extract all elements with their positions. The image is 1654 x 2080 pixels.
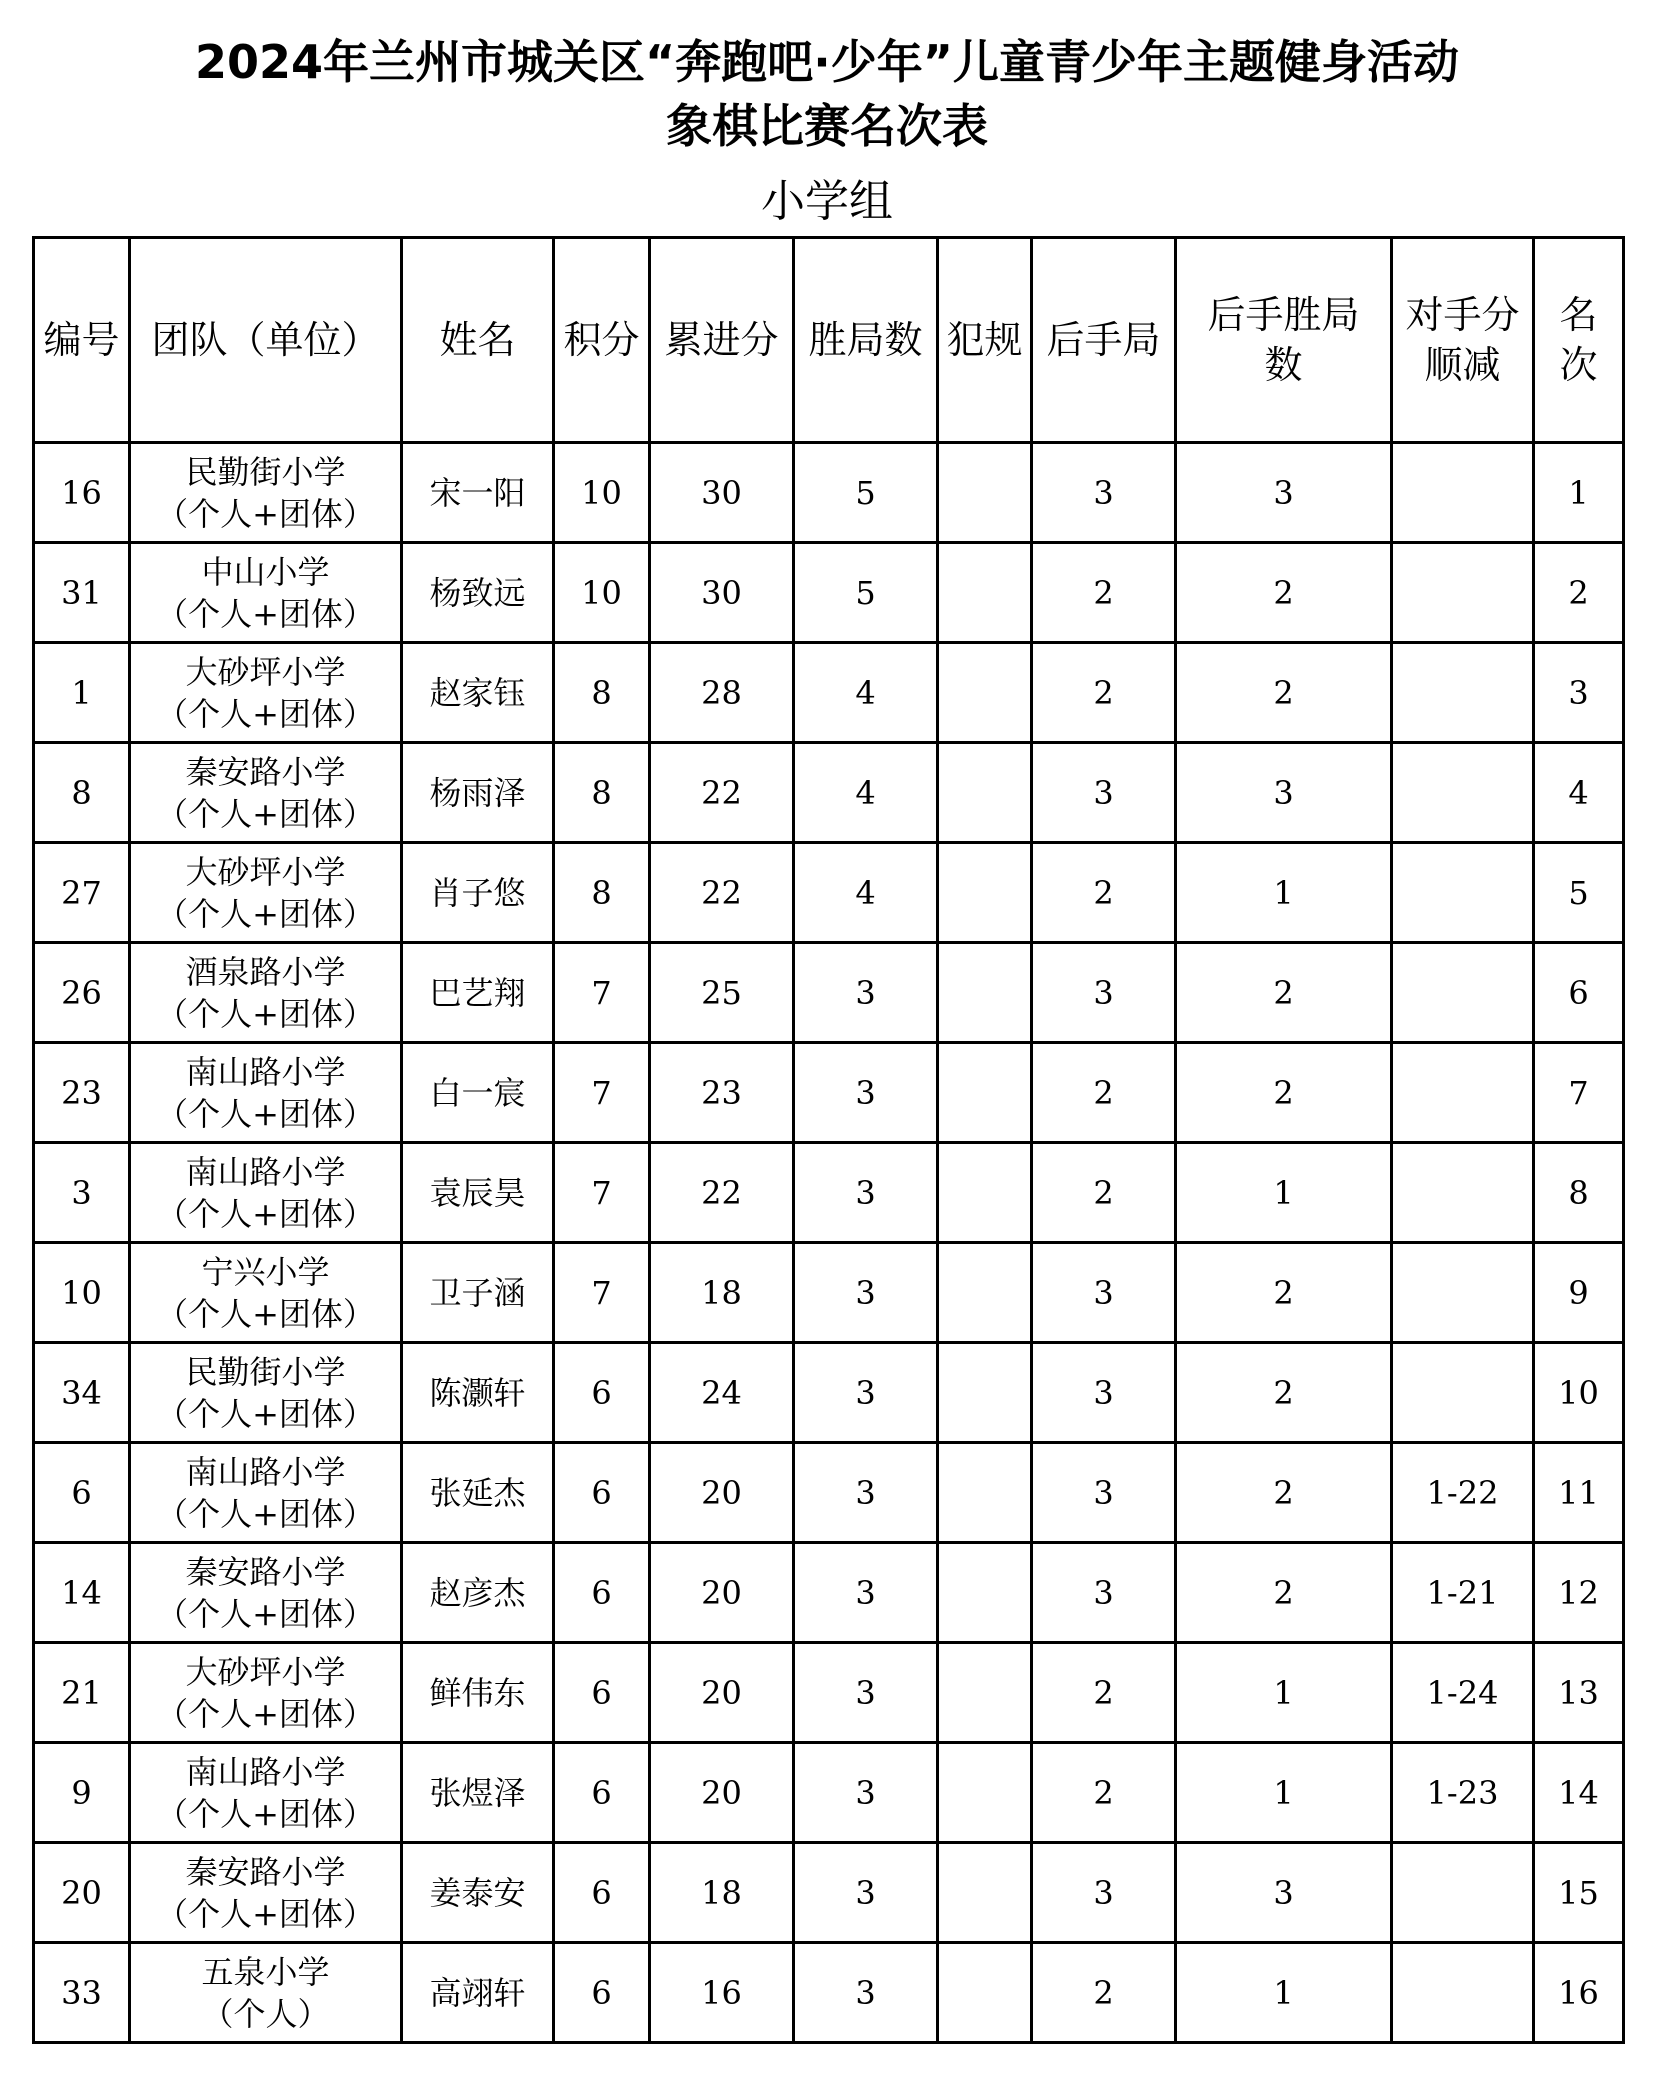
- team-name: 秦安路小学: [185, 752, 346, 791]
- cell-second-hand-wins: 2: [1176, 1043, 1392, 1143]
- cell-id: 8: [34, 743, 130, 843]
- cell-wins: 3: [794, 1143, 938, 1243]
- cell-second-hand-games: 3: [1032, 943, 1176, 1043]
- cell-opponent-score: [1392, 1343, 1534, 1443]
- cell-opponent-score: [1392, 1943, 1534, 2043]
- cell-rank: 8: [1534, 1143, 1624, 1243]
- team-participation-type: （个人+团体）: [156, 1394, 375, 1433]
- team-name: 五泉小学: [201, 1952, 330, 1991]
- cell-team: [130, 843, 402, 943]
- header-cumulative: 累进分: [650, 238, 794, 443]
- cell-wins: 3: [794, 1743, 938, 1843]
- header-points: 积分: [554, 238, 650, 443]
- cell-wins: 5: [794, 443, 938, 543]
- team-name: 南山路小学: [185, 1052, 346, 1091]
- cell-id: 16: [34, 443, 130, 543]
- cell-second-hand-games: 2: [1032, 843, 1176, 943]
- cell-second-hand-games: 3: [1032, 1443, 1176, 1543]
- cell-points: 7: [554, 1243, 650, 1343]
- cell-cumulative: 22: [650, 843, 794, 943]
- cell-name: 张延杰: [402, 1443, 554, 1543]
- cell-wins: 3: [794, 1943, 938, 2043]
- cell-points: 6: [554, 1443, 650, 1543]
- cell-fouls: [938, 1943, 1032, 2043]
- cell-name: 高翊轩: [402, 1943, 554, 2043]
- cell-second-hand-wins: 1: [1176, 843, 1392, 943]
- cell-second-hand-wins: 1: [1176, 1143, 1392, 1243]
- cell-points: 7: [554, 943, 650, 1043]
- cell-second-hand-wins: 1: [1176, 1643, 1392, 1743]
- cell-wins: 3: [794, 1543, 938, 1643]
- cell-second-hand-games: 3: [1032, 743, 1176, 843]
- header-name: 姓名: [402, 238, 554, 443]
- cell-wins: 3: [794, 1243, 938, 1343]
- team-name: 秦安路小学: [185, 1852, 346, 1891]
- cell-name: 杨致远: [402, 543, 554, 643]
- cell-cumulative: 23: [650, 1043, 794, 1143]
- cell-fouls: [938, 543, 1032, 643]
- team-name: 民勤街小学: [185, 452, 346, 491]
- cell-second-hand-wins: 2: [1176, 1243, 1392, 1343]
- cell-id: 31: [34, 543, 130, 643]
- cell-cumulative: 30: [650, 443, 794, 543]
- table-row: [34, 1143, 1624, 1243]
- cell-id: 3: [34, 1143, 130, 1243]
- header-fouls: 犯规: [938, 238, 1032, 443]
- cell-points: 8: [554, 843, 650, 943]
- cell-rank: 5: [1534, 843, 1624, 943]
- cell-cumulative: 22: [650, 1143, 794, 1243]
- cell-team: [130, 1343, 402, 1443]
- team-name: 民勤街小学: [185, 1352, 346, 1391]
- team-participation-type: （个人+团体）: [156, 1194, 375, 1233]
- cell-rank: 7: [1534, 1043, 1624, 1143]
- cell-fouls: [938, 743, 1032, 843]
- cell-cumulative: 20: [650, 1643, 794, 1743]
- cell-rank: 6: [1534, 943, 1624, 1043]
- team-participation-type: （个人+团体）: [156, 1694, 375, 1733]
- cell-rank: 1: [1534, 443, 1624, 543]
- team-name: 宁兴小学: [201, 1252, 330, 1291]
- cell-name: 卫子涵: [402, 1243, 554, 1343]
- cell-fouls: [938, 1643, 1032, 1743]
- cell-fouls: [938, 1543, 1032, 1643]
- cell-opponent-score: 1-24: [1392, 1643, 1534, 1743]
- cell-cumulative: 25: [650, 943, 794, 1043]
- cell-wins: 3: [794, 1043, 938, 1143]
- cell-cumulative: 16: [650, 1943, 794, 2043]
- cell-team: [130, 1443, 402, 1543]
- cell-team: [130, 943, 402, 1043]
- cell-fouls: [938, 843, 1032, 943]
- table-row: [34, 743, 1624, 843]
- cell-cumulative: 28: [650, 643, 794, 743]
- cell-opponent-score: [1392, 543, 1534, 643]
- cell-opponent-score: [1392, 1843, 1534, 1943]
- cell-name: 赵彦杰: [402, 1543, 554, 1643]
- cell-team: [130, 1143, 402, 1243]
- cell-rank: 11: [1534, 1443, 1624, 1543]
- table-row: [34, 943, 1624, 1043]
- cell-second-hand-games: 2: [1032, 1743, 1176, 1843]
- team-name: 秦安路小学: [185, 1552, 346, 1591]
- team-participation-type: （个人+团体）: [156, 1594, 375, 1633]
- cell-points: 6: [554, 1543, 650, 1643]
- team-name: 南山路小学: [185, 1752, 346, 1791]
- table-row: [34, 1243, 1624, 1343]
- cell-points: 7: [554, 1143, 650, 1243]
- cell-fouls: [938, 943, 1032, 1043]
- cell-second-hand-wins: 1: [1176, 1743, 1392, 1843]
- table-row: [34, 1743, 1624, 1843]
- cell-rank: 12: [1534, 1543, 1624, 1643]
- team-participation-type: （个人+团体）: [156, 494, 375, 533]
- cell-cumulative: 20: [650, 1443, 794, 1543]
- header-second-hand-wins-line1: 后手胜局: [1207, 293, 1360, 337]
- team-participation-type: （个人+团体）: [156, 994, 375, 1033]
- cell-id: 9: [34, 1743, 130, 1843]
- table-row: [34, 1043, 1624, 1143]
- cell-second-hand-games: 3: [1032, 1843, 1176, 1943]
- cell-second-hand-wins: 2: [1176, 1343, 1392, 1443]
- team-name: 大砂坪小学: [185, 852, 346, 891]
- cell-second-hand-wins: 2: [1176, 943, 1392, 1043]
- cell-cumulative: 20: [650, 1743, 794, 1843]
- cell-id: 27: [34, 843, 130, 943]
- team-name: 大砂坪小学: [185, 652, 346, 691]
- cell-cumulative: 24: [650, 1343, 794, 1443]
- cell-points: 6: [554, 1643, 650, 1743]
- team-participation-type: （个人+团体）: [156, 594, 375, 633]
- cell-team: [130, 1943, 402, 2043]
- cell-team: [130, 743, 402, 843]
- cell-id: 33: [34, 1943, 130, 2043]
- table-row: [34, 1843, 1624, 1943]
- table-row: [34, 1343, 1624, 1443]
- cell-second-hand-games: 2: [1032, 543, 1176, 643]
- cell-opponent-score: [1392, 1243, 1534, 1343]
- cell-second-hand-games: 3: [1032, 1343, 1176, 1443]
- cell-name: 巴艺翔: [402, 943, 554, 1043]
- cell-cumulative: 18: [650, 1843, 794, 1943]
- header-wins: 胜局数: [794, 238, 938, 443]
- cell-wins: 3: [794, 1343, 938, 1443]
- document-title-line-1: 2024年兰州市城关区“奔跑吧·少年”儿童青少年主题健身活动: [195, 35, 1459, 89]
- cell-cumulative: 20: [650, 1543, 794, 1643]
- cell-rank: 3: [1534, 643, 1624, 743]
- cell-points: 10: [554, 443, 650, 543]
- table-header-row: [34, 238, 1624, 443]
- cell-name: 肖子悠: [402, 843, 554, 943]
- cell-opponent-score: [1392, 1043, 1534, 1143]
- cell-opponent-score: 1-23: [1392, 1743, 1534, 1843]
- cell-second-hand-wins: 3: [1176, 743, 1392, 843]
- cell-points: 6: [554, 1343, 650, 1443]
- cell-rank: 10: [1534, 1343, 1624, 1443]
- cell-team: [130, 1643, 402, 1743]
- cell-second-hand-games: 2: [1032, 643, 1176, 743]
- cell-points: 10: [554, 543, 650, 643]
- cell-second-hand-wins: 2: [1176, 1543, 1392, 1643]
- team-name: 酒泉路小学: [185, 952, 346, 991]
- cell-id: 26: [34, 943, 130, 1043]
- cell-points: 6: [554, 1843, 650, 1943]
- cell-id: 1: [34, 643, 130, 743]
- cell-second-hand-wins: 1: [1176, 1943, 1392, 2043]
- cell-second-hand-wins: 3: [1176, 1843, 1392, 1943]
- header-second-hand-games: 后手局: [1032, 238, 1176, 443]
- cell-team: [130, 1043, 402, 1143]
- cell-opponent-score: [1392, 743, 1534, 843]
- cell-second-hand-wins: 3: [1176, 443, 1392, 543]
- team-participation-type: （个人+团体）: [156, 794, 375, 833]
- cell-wins: 3: [794, 1643, 938, 1743]
- table-row: [34, 543, 1624, 643]
- document-title-line-2: 象棋比赛名次表: [666, 99, 988, 153]
- header-id: 编号: [34, 238, 130, 443]
- cell-points: 6: [554, 1743, 650, 1843]
- team-name: 南山路小学: [185, 1152, 346, 1191]
- table-row: [34, 643, 1624, 743]
- header-rank-line1: 名: [1559, 293, 1598, 337]
- cell-second-hand-wins: 2: [1176, 543, 1392, 643]
- cell-rank: 9: [1534, 1243, 1624, 1343]
- cell-second-hand-games: 3: [1032, 1543, 1176, 1643]
- cell-rank: 13: [1534, 1643, 1624, 1743]
- cell-second-hand-wins: 2: [1176, 1443, 1392, 1543]
- cell-name: 袁辰昊: [402, 1143, 554, 1243]
- cell-fouls: [938, 1443, 1032, 1543]
- cell-wins: 4: [794, 643, 938, 743]
- team-name: 南山路小学: [185, 1452, 346, 1491]
- cell-opponent-score: [1392, 1143, 1534, 1243]
- cell-opponent-score: [1392, 943, 1534, 1043]
- cell-team: [130, 643, 402, 743]
- cell-wins: 4: [794, 743, 938, 843]
- cell-id: 34: [34, 1343, 130, 1443]
- cell-wins: 4: [794, 843, 938, 943]
- team-participation-type: （个人+团体）: [156, 1894, 375, 1933]
- header-second-hand-wins: [1176, 238, 1392, 443]
- cell-second-hand-games: 3: [1032, 1243, 1176, 1343]
- table-row: [34, 443, 1624, 543]
- cell-team: [130, 443, 402, 543]
- cell-points: 7: [554, 1043, 650, 1143]
- cell-cumulative: 30: [650, 543, 794, 643]
- cell-second-hand-games: 3: [1032, 443, 1176, 543]
- cell-fouls: [938, 443, 1032, 543]
- cell-second-hand-wins: 2: [1176, 643, 1392, 743]
- cell-rank: 15: [1534, 1843, 1624, 1943]
- cell-wins: 3: [794, 943, 938, 1043]
- cell-cumulative: 22: [650, 743, 794, 843]
- cell-rank: 14: [1534, 1743, 1624, 1843]
- cell-wins: 3: [794, 1843, 938, 1943]
- team-participation-type: （个人+团体）: [156, 694, 375, 733]
- cell-team: [130, 1743, 402, 1843]
- header-rank-line2: 次: [1559, 343, 1598, 387]
- cell-cumulative: 18: [650, 1243, 794, 1343]
- cell-wins: 3: [794, 1443, 938, 1543]
- cell-name: 鲜伟东: [402, 1643, 554, 1743]
- cell-second-hand-games: 2: [1032, 1943, 1176, 2043]
- cell-id: 10: [34, 1243, 130, 1343]
- cell-opponent-score: [1392, 643, 1534, 743]
- team-participation-type: （个人+团体）: [156, 1294, 375, 1333]
- cell-team: [130, 543, 402, 643]
- cell-opponent-score: [1392, 843, 1534, 943]
- team-participation-type: （个人+团体）: [156, 894, 375, 933]
- team-name: 中山小学: [201, 552, 330, 591]
- cell-name: 宋一阳: [402, 443, 554, 543]
- cell-points: 8: [554, 643, 650, 743]
- team-name: 大砂坪小学: [185, 1652, 346, 1691]
- header-opponent-score-line2: 顺减: [1424, 343, 1501, 387]
- cell-rank: 16: [1534, 1943, 1624, 2043]
- table-row: [34, 1443, 1624, 1543]
- header-opponent-score-line1: 对手分: [1405, 293, 1520, 337]
- team-participation-type: （个人）: [201, 1994, 330, 2033]
- cell-name: 白一宸: [402, 1043, 554, 1143]
- cell-second-hand-games: 2: [1032, 1643, 1176, 1743]
- cell-name: 赵家钰: [402, 643, 554, 743]
- cell-team: [130, 1843, 402, 1943]
- team-participation-type: （个人+团体）: [156, 1794, 375, 1833]
- cell-id: 6: [34, 1443, 130, 1543]
- cell-name: 姜泰安: [402, 1843, 554, 1943]
- cell-rank: 4: [1534, 743, 1624, 843]
- cell-fouls: [938, 1743, 1032, 1843]
- cell-id: 23: [34, 1043, 130, 1143]
- table-row: [34, 843, 1624, 943]
- team-participation-type: （个人+团体）: [156, 1494, 375, 1533]
- team-participation-type: （个人+团体）: [156, 1094, 375, 1133]
- table-row: [34, 1543, 1624, 1643]
- cell-fouls: [938, 1043, 1032, 1143]
- cell-opponent-score: 1-21: [1392, 1543, 1534, 1643]
- cell-fouls: [938, 1843, 1032, 1943]
- cell-fouls: [938, 1243, 1032, 1343]
- cell-opponent-score: 1-22: [1392, 1443, 1534, 1543]
- cell-fouls: [938, 1143, 1032, 1243]
- header-second-hand-wins-line2: 数: [1264, 343, 1303, 387]
- cell-wins: 5: [794, 543, 938, 643]
- header-opponent-score: [1392, 238, 1534, 443]
- header-team: 团队（单位）: [130, 238, 402, 443]
- cell-second-hand-games: 2: [1032, 1143, 1176, 1243]
- cell-id: 20: [34, 1843, 130, 1943]
- cell-id: 14: [34, 1543, 130, 1643]
- ranking-table: [32, 236, 1625, 2044]
- cell-points: 8: [554, 743, 650, 843]
- table-body: [34, 443, 1624, 2043]
- cell-name: 陈灏轩: [402, 1343, 554, 1443]
- cell-fouls: [938, 1343, 1032, 1443]
- cell-name: 杨雨泽: [402, 743, 554, 843]
- cell-team: [130, 1543, 402, 1643]
- cell-id: 21: [34, 1643, 130, 1743]
- cell-fouls: [938, 643, 1032, 743]
- table-row: [34, 1943, 1624, 2043]
- cell-opponent-score: [1392, 443, 1534, 543]
- group-label: 小学组: [761, 176, 893, 227]
- header-rank: [1534, 238, 1624, 443]
- cell-rank: 2: [1534, 543, 1624, 643]
- cell-points: 6: [554, 1943, 650, 2043]
- table-row: [34, 1643, 1624, 1743]
- cell-name: 张煜泽: [402, 1743, 554, 1843]
- cell-second-hand-games: 2: [1032, 1043, 1176, 1143]
- cell-team: [130, 1243, 402, 1343]
